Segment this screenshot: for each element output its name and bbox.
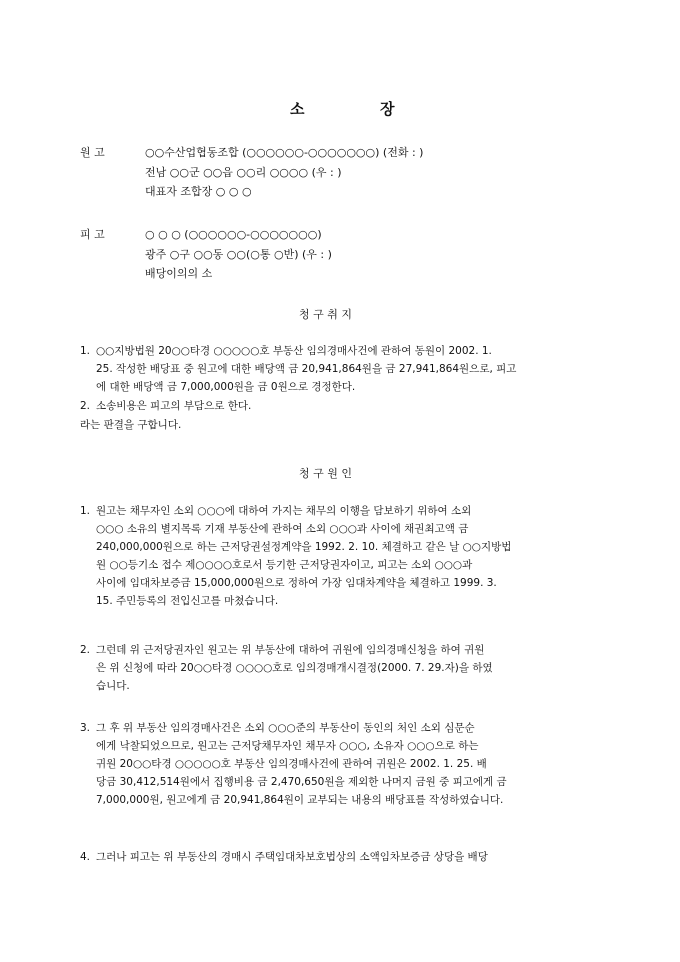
claim-cause-line: 원 ○○등기소 접수 제○○○○호로서 등기한 근저당권자이고, 피고는 소외 ○○○과 xyxy=(96,559,473,571)
plaintiff-label: 원 고 xyxy=(80,146,105,159)
defendant-name-line: ○ ○ ○ (○○○○○○-○○○○○○○) xyxy=(145,228,322,241)
claim-cause-line: 240,000,000원으로 하는 근저당권설정계약을 1992. 2. 10. 체결하고 같은 날 ○○지방법 xyxy=(96,541,512,553)
claim-cause-line: 그 후 위 부동산 임의경매사건은 소외 ○○○준의 부동산이 동인의 처인 소외 심문순 xyxy=(96,722,475,734)
item-number: 1. xyxy=(80,345,91,357)
item-number: 2. xyxy=(80,644,91,656)
case-type-line: 배당이의의 소 xyxy=(145,267,213,280)
claim-cause-heading: 청 구 원 인 xyxy=(299,467,352,480)
claim-cause-line: 15. 주민등록의 전입신고를 마쳤습니다. xyxy=(96,595,279,607)
defendant-label: 피 고 xyxy=(80,228,105,241)
plaintiff-name-line: ○○수산업협동조합 (○○○○○○-○○○○○○○) (전화 : ) xyxy=(145,146,424,159)
claim-cause-line: 당금 30,412,514원에서 집행비용 금 2,470,650원을 제외한 나머지 금원 중 피고에게 금 xyxy=(96,776,507,788)
item-number: 4. xyxy=(80,851,91,863)
title-char-2: 장 xyxy=(380,100,395,118)
claim-cause-line: 습니다. xyxy=(96,680,130,692)
claim-cause-line: ○○○ 소유의 별지목록 기재 부동산에 관하여 소외 ○○○과 사이에 채권최고액 금 xyxy=(96,523,469,535)
claim-cause-line: 그러나 피고는 위 부동산의 경매시 주택임대차보호법상의 소액임차보증금 상당을 배당 xyxy=(96,851,488,863)
defendant-address-line: 광주 ○구 ○○동 ○○(○통 ○반) (우 : ) xyxy=(145,248,332,261)
claim-purpose-line: ○○지방법원 20○○타경 ○○○○○호 부동산 임의경매사건에 관하여 동원이 2002. 1. xyxy=(96,345,492,357)
plaintiff-representative-line: 대표자 조합장 ○ ○ ○ xyxy=(145,185,252,198)
claim-purpose-line: 소송비용은 피고의 부담으로 한다. xyxy=(96,400,252,412)
item-number: 3. xyxy=(80,722,91,734)
claim-purpose-line: 에 대한 배당액 금 7,000,000원을 금 0원으로 경정한다. xyxy=(96,381,356,393)
item-number: 1. xyxy=(80,505,91,517)
claim-cause-line: 귀원 20○○타경 ○○○○○호 부동산 임의경매사건에 관하여 귀원은 2002. 1. 25. 배 xyxy=(96,758,487,770)
claim-cause-line: 사이에 임대차보증금 15,000,000원으로 정하여 가장 임대차계약을 체결하고 1999. 3. xyxy=(96,577,497,589)
claim-cause-line: 7,000,000원, 원고에게 금 20,941,864원이 교부되는 내용의 배당표를 작성하였습니다. xyxy=(96,794,504,806)
plaintiff-address-line: 전남 ○○군 ○○읍 ○○리 ○○○○ (우 : ) xyxy=(145,166,342,179)
claim-cause-line: 은 위 신청에 따라 20○○타경 ○○○○호로 임의경매개시결정(2000. 7. 29.자)을 하였 xyxy=(96,662,493,674)
claim-cause-line: 에게 낙찰되었으므로, 원고는 근저당채무자인 채무자 ○○○, 소유자 ○○○으로 하는 xyxy=(96,740,479,752)
claim-purpose-heading: 청 구 취 지 xyxy=(299,308,352,321)
title-char-1: 소 xyxy=(290,100,305,118)
claim-cause-line: 그런데 위 근저당권자인 원고는 위 부동산에 대하여 귀원에 임의경매신청을 하여 귀원 xyxy=(96,644,485,656)
claim-purpose-closing: 라는 판결을 구합니다. xyxy=(80,419,182,431)
claim-purpose-line: 25. 작성한 배당표 중 원고에 대한 배당액 금 20,941,864원을 금 27,941,864원으로, 피고 xyxy=(96,363,517,375)
item-number: 2. xyxy=(80,400,91,412)
claim-cause-line: 원고는 채무자인 소외 ○○○에 대하여 가지는 채무의 이행을 담보하기 위하여 소외 xyxy=(96,505,472,517)
